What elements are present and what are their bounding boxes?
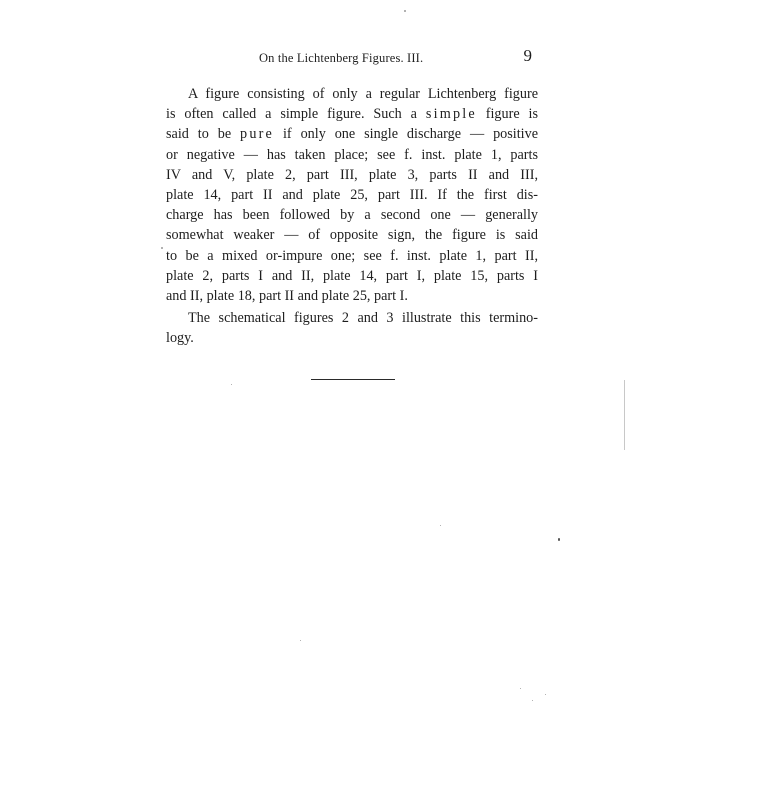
scan-speck (300, 640, 301, 641)
scan-speck (440, 525, 441, 526)
text-line: IV and V, plate 2, part III, plate 3, parts II and III, (166, 166, 538, 183)
scan-speck (161, 247, 163, 249)
paragraph-simple-and-mixed-figures (166, 84, 538, 306)
text-line: and II, plate 18, part II and plate 25, part I. (166, 288, 408, 305)
running-title: On the Lichtenberg Figures. III. (259, 51, 424, 65)
scan-edge-mark (624, 380, 625, 450)
text-line: to be a mixed or-impure one; see f. inst. plate 1, part II, (166, 247, 538, 264)
section-divider-rule (311, 379, 395, 380)
text-line: plate 2, parts I and II, plate 14, part I, plate 15, parts I (166, 267, 538, 284)
paragraph-schematical-figures (166, 308, 538, 348)
text-line: charge has been followed by a second one — generally (166, 207, 538, 224)
text-line: The schematical figures 2 and 3 illustrate this termino- (188, 310, 538, 327)
text-line: plate 14, part II and plate 25, part III. If the first dis- (166, 187, 538, 204)
text-line: A figure consisting of only a regular Lichtenberg figure (188, 86, 538, 102)
text-line: logy. (166, 330, 194, 347)
page-number: 9 (523, 46, 532, 65)
text-line (166, 124, 538, 144)
text-run: figure is (485, 106, 538, 123)
text-line: or negative — has taken place; see f. inst. plate 1, parts (166, 146, 538, 163)
text-run: is often called a simple figure. Such a (166, 106, 417, 123)
scan-speck (558, 538, 560, 541)
scan-speck (404, 10, 406, 12)
scan-speck (520, 688, 521, 689)
scan-speck (231, 384, 232, 385)
body-text (166, 84, 538, 349)
text-line (166, 104, 538, 124)
scan-speck (532, 700, 533, 701)
running-head (166, 46, 538, 70)
text-line: somewhat weaker — of opposite sign, the figure is said (166, 227, 538, 244)
spaced-term-simple: simple (425, 106, 477, 123)
text-run: if only one single discharge — positive (282, 126, 538, 143)
text-run: said to be (166, 126, 232, 143)
scan-speck (545, 694, 546, 695)
spaced-term-pure: pure (240, 126, 275, 143)
